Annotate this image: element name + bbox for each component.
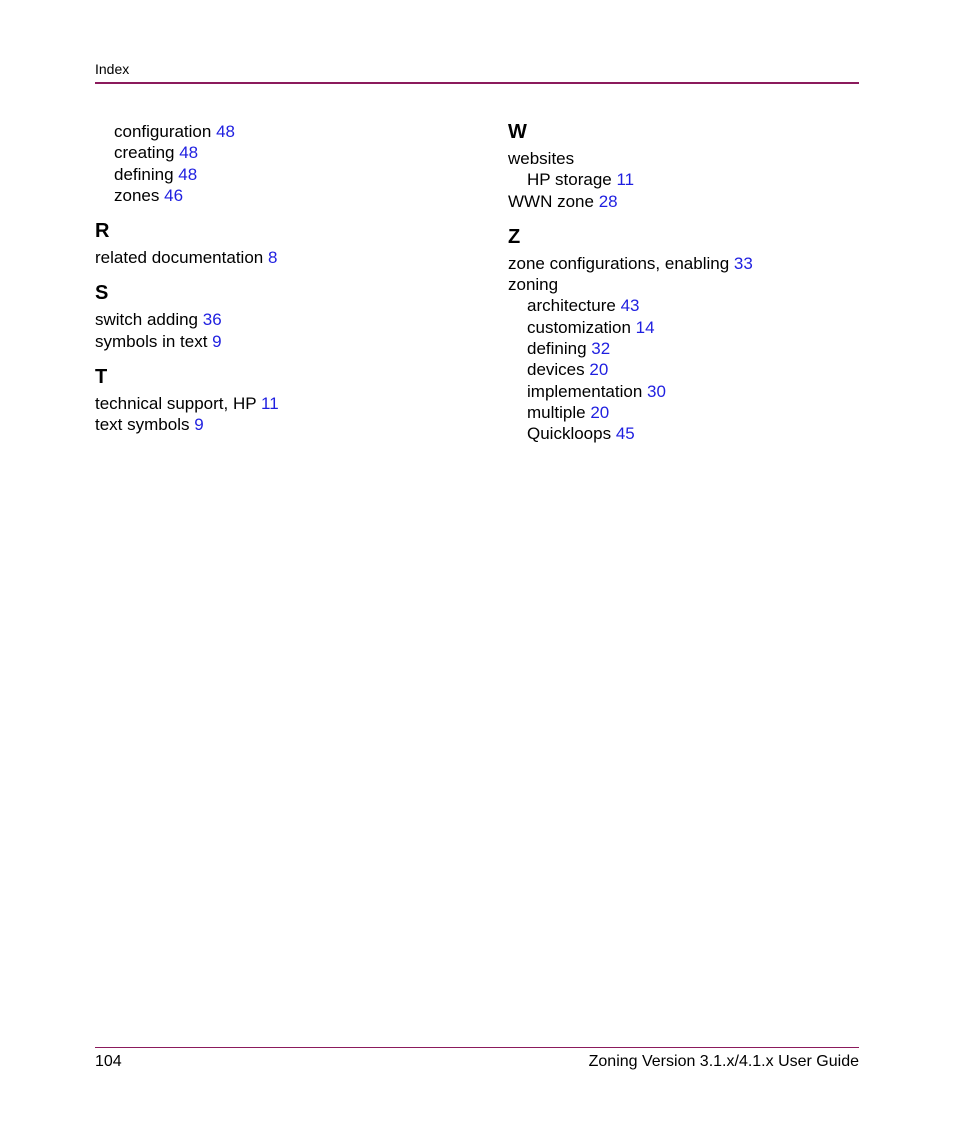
page-link[interactable]: 11 [616, 170, 635, 190]
index-term: implementation [527, 381, 643, 401]
index-term: Quickloops [527, 424, 612, 444]
index-term: customization [527, 317, 631, 337]
index-entry-creating [95, 142, 475, 163]
index-section-s [95, 282, 475, 352]
index-entry-defining [95, 164, 475, 185]
page-link[interactable]: 33 [733, 253, 753, 273]
page-link[interactable]: 28 [598, 191, 618, 211]
index-letter-heading: S [95, 282, 109, 305]
index-letter-heading: W [508, 121, 527, 143]
page-link[interactable]: 45 [615, 424, 635, 444]
header-rule [95, 82, 859, 84]
index-term: configuration [114, 122, 212, 141]
index-column-right [508, 121, 888, 445]
index-section-z [508, 226, 888, 445]
index-section-continued [95, 121, 475, 206]
index-entry-multiple [508, 402, 888, 423]
page-link[interactable]: 9 [212, 331, 222, 351]
index-term: zones [114, 185, 160, 205]
index-term: websites [508, 149, 575, 168]
index-entry-text-symbols [95, 414, 475, 435]
index-term: text symbols [95, 415, 190, 435]
index-entry-implementation [508, 381, 888, 402]
index-entry-devices [508, 359, 888, 380]
index-section-r [95, 220, 475, 268]
page-number: 104 [95, 1053, 122, 1070]
page-link[interactable]: 46 [164, 185, 184, 205]
index-section-t [95, 366, 475, 436]
index-entry-symbols-in-text [95, 331, 475, 352]
index-term: related documentation [95, 248, 264, 268]
running-header: Index [95, 61, 130, 77]
index-entry-websites [508, 148, 888, 169]
page-link[interactable]: 20 [590, 402, 610, 422]
page-link[interactable]: 11 [261, 394, 279, 414]
index-term: zoning [508, 275, 559, 295]
index-entry-zone-configurations-enabling [508, 253, 888, 274]
page-link[interactable]: 9 [194, 415, 204, 435]
page-link[interactable]: 43 [620, 296, 640, 316]
page-link[interactable]: 48 [178, 164, 198, 184]
index-term: creating [114, 143, 175, 163]
index-entry-defining [508, 338, 888, 359]
index-letter-heading: T [95, 366, 108, 389]
index-term: zone configurations, enabling [508, 253, 730, 273]
page-link[interactable]: 36 [202, 310, 222, 330]
index-section-w [508, 121, 888, 212]
index-entry-switch-adding [95, 309, 475, 330]
index-term: defining [114, 164, 174, 184]
footer-rule [95, 1047, 859, 1048]
page-link[interactable]: 30 [647, 381, 666, 401]
index-term: multiple [527, 402, 586, 422]
index-entry-quickloops [508, 423, 888, 444]
index-letter-heading: Z [508, 225, 521, 248]
page-link[interactable]: 20 [589, 360, 609, 380]
page-link[interactable]: 48 [179, 143, 199, 163]
page-link[interactable]: 32 [591, 339, 611, 359]
index-entry-wwn-zone [508, 191, 888, 212]
index-term: technical support, HP [95, 394, 257, 414]
index-term: switch adding [95, 310, 199, 330]
index-entry-zones [95, 185, 475, 206]
index-term: symbols in text [95, 331, 208, 351]
index-term: defining [527, 339, 587, 359]
index-term: HP storage [527, 170, 612, 190]
page-link[interactable]: 48 [216, 122, 235, 141]
index-entry-zoning [508, 274, 888, 295]
index-entry-hp-storage [508, 169, 888, 190]
index-letter-heading: R [95, 220, 110, 243]
index-entry-customization [508, 317, 888, 338]
index-entry-related-documentation [95, 247, 475, 268]
index-term: WWN zone [508, 191, 594, 211]
index-entry-architecture [508, 295, 888, 316]
page-link[interactable]: 14 [635, 317, 655, 337]
page-link[interactable]: 8 [267, 248, 278, 268]
index-entry-configuration [95, 121, 475, 142]
index-column-left [95, 121, 475, 436]
index-term: architecture [527, 296, 616, 316]
index-term: devices [527, 360, 585, 380]
document-title: Zoning Version 3.1.x/4.1.x User Guide [588, 1053, 859, 1070]
index-entry-technical-support-hp [95, 393, 475, 414]
